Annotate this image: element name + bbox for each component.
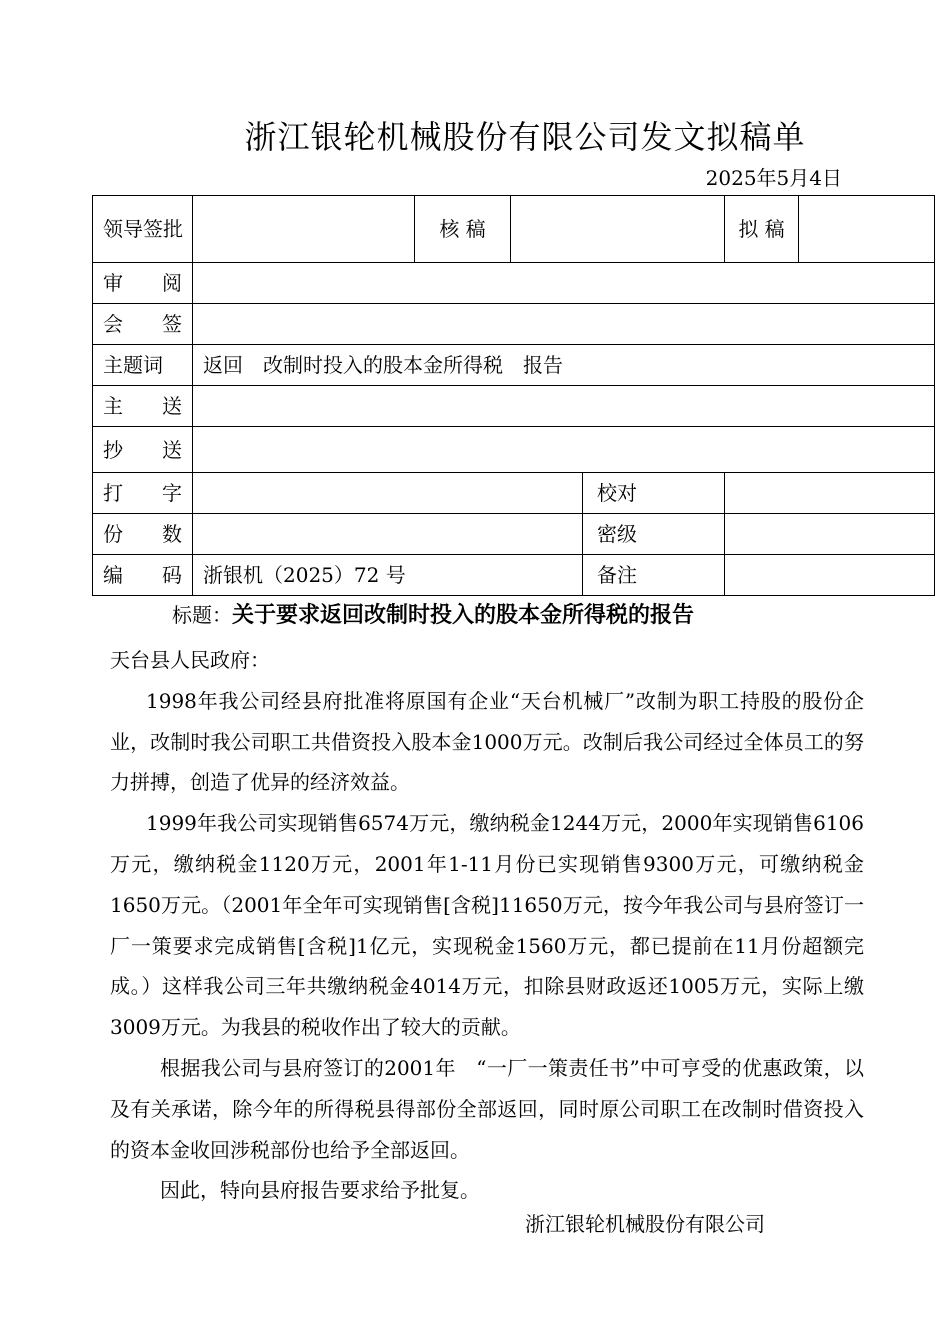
review-field[interactable] (511, 196, 725, 263)
typing-field[interactable] (193, 473, 583, 514)
typing-label: 打字 (93, 473, 193, 514)
copies-field[interactable] (193, 514, 583, 555)
salutation: 天台县人民政府： (110, 648, 270, 672)
draft-field[interactable] (799, 196, 935, 263)
paragraph-4: 因此，特向县府报告要求给予批复。 (160, 1178, 480, 1203)
proofread-label: 校对 (583, 473, 725, 514)
note-label: 备注 (583, 555, 725, 596)
code-field[interactable]: 浙银机（2025）72 号 (193, 555, 583, 596)
code-label: 编码 (93, 555, 193, 596)
copies-label: 份数 (93, 514, 193, 555)
form-row-copies (93, 514, 935, 555)
report-subject (172, 598, 694, 629)
subject-title: 关于要求返回改制时投入的股本金所得税的报告 (232, 603, 695, 628)
company-signature: 浙江银轮机械股份有限公司 (525, 1212, 765, 1236)
document-date: 2025年5月4日 (705, 166, 842, 190)
form-row-read (93, 263, 935, 304)
paragraph-3: 根据我公司与县府签订的2001年 “一厂一策责任书”中可亨受的优惠政策，以及有关承诺，除今年的所得税县得部份全部返回，同时原公司职工在改制时借资投入的资本金收回涉税部份也给予全部返回。 (110, 1055, 864, 1162)
paragraph-1: 1998年我公司经县府批准将原国有企业“天台机械厂”改制为职工持股的股份企业，改制时我公司职工共借资投入股本金1000万元。改制后我公司经过全体员工的努力拼搏，创造了优异的经济效益。 (110, 688, 864, 795)
form-row-signoff (93, 196, 935, 263)
form-row-subject-words (93, 345, 935, 386)
draft-form-table (92, 195, 935, 596)
secrecy-label: 密级 (583, 514, 725, 555)
leader-sign-label: 领导签批 (93, 196, 193, 263)
leader-sign-field[interactable] (193, 196, 415, 263)
countersign-field[interactable] (193, 304, 935, 345)
draft-label: 拟 稿 (725, 196, 799, 263)
note-field[interactable] (725, 555, 935, 596)
secrecy-field[interactable] (725, 514, 935, 555)
form-row-code (93, 555, 935, 596)
form-row-cc (93, 427, 935, 473)
main-send-field[interactable] (193, 386, 935, 427)
cc-field[interactable] (193, 427, 935, 473)
proofread-field[interactable] (725, 473, 935, 514)
form-row-main-send (93, 386, 935, 427)
main-send-label: 主送 (93, 386, 193, 427)
cc-label: 抄送 (93, 427, 193, 473)
form-row-typing (93, 473, 935, 514)
report-body (110, 640, 864, 1211)
subject-word-field[interactable]: 返回 改制时投入的股本金所得税 报告 (193, 345, 935, 386)
document-title: 浙江银轮机械股份有限公司发文拟稿单 (244, 118, 806, 156)
countersign-label: 会签 (93, 304, 193, 345)
subject-word-label: 主题词 (93, 345, 193, 386)
read-field[interactable] (193, 263, 935, 304)
form-row-countersign (93, 304, 935, 345)
subject-prefix: 标题： (172, 603, 232, 627)
read-label: 审阅 (93, 263, 193, 304)
review-label: 核 稿 (415, 196, 511, 263)
paragraph-2: 1999年我公司实现销售6574万元，缴纳税金1244万元，2000年实现销售6106万元，缴纳税金1120万元，2001年1-11月份已实现销售9300万元，可缴纳税金1650万元。（2001年全年可实现销售[含税]11650万元，按今年我公司与县府签订一厂一策要求完成销售[含税]1亿元，实现税金1560万元，都已提前在11月份超额完成。）这样我公司三年共缴纳税金4014万元，扣除县财政返还1005万元，实际上缴3009万元。为我县的税收作出了较大的贡献。 (110, 811, 864, 1040)
